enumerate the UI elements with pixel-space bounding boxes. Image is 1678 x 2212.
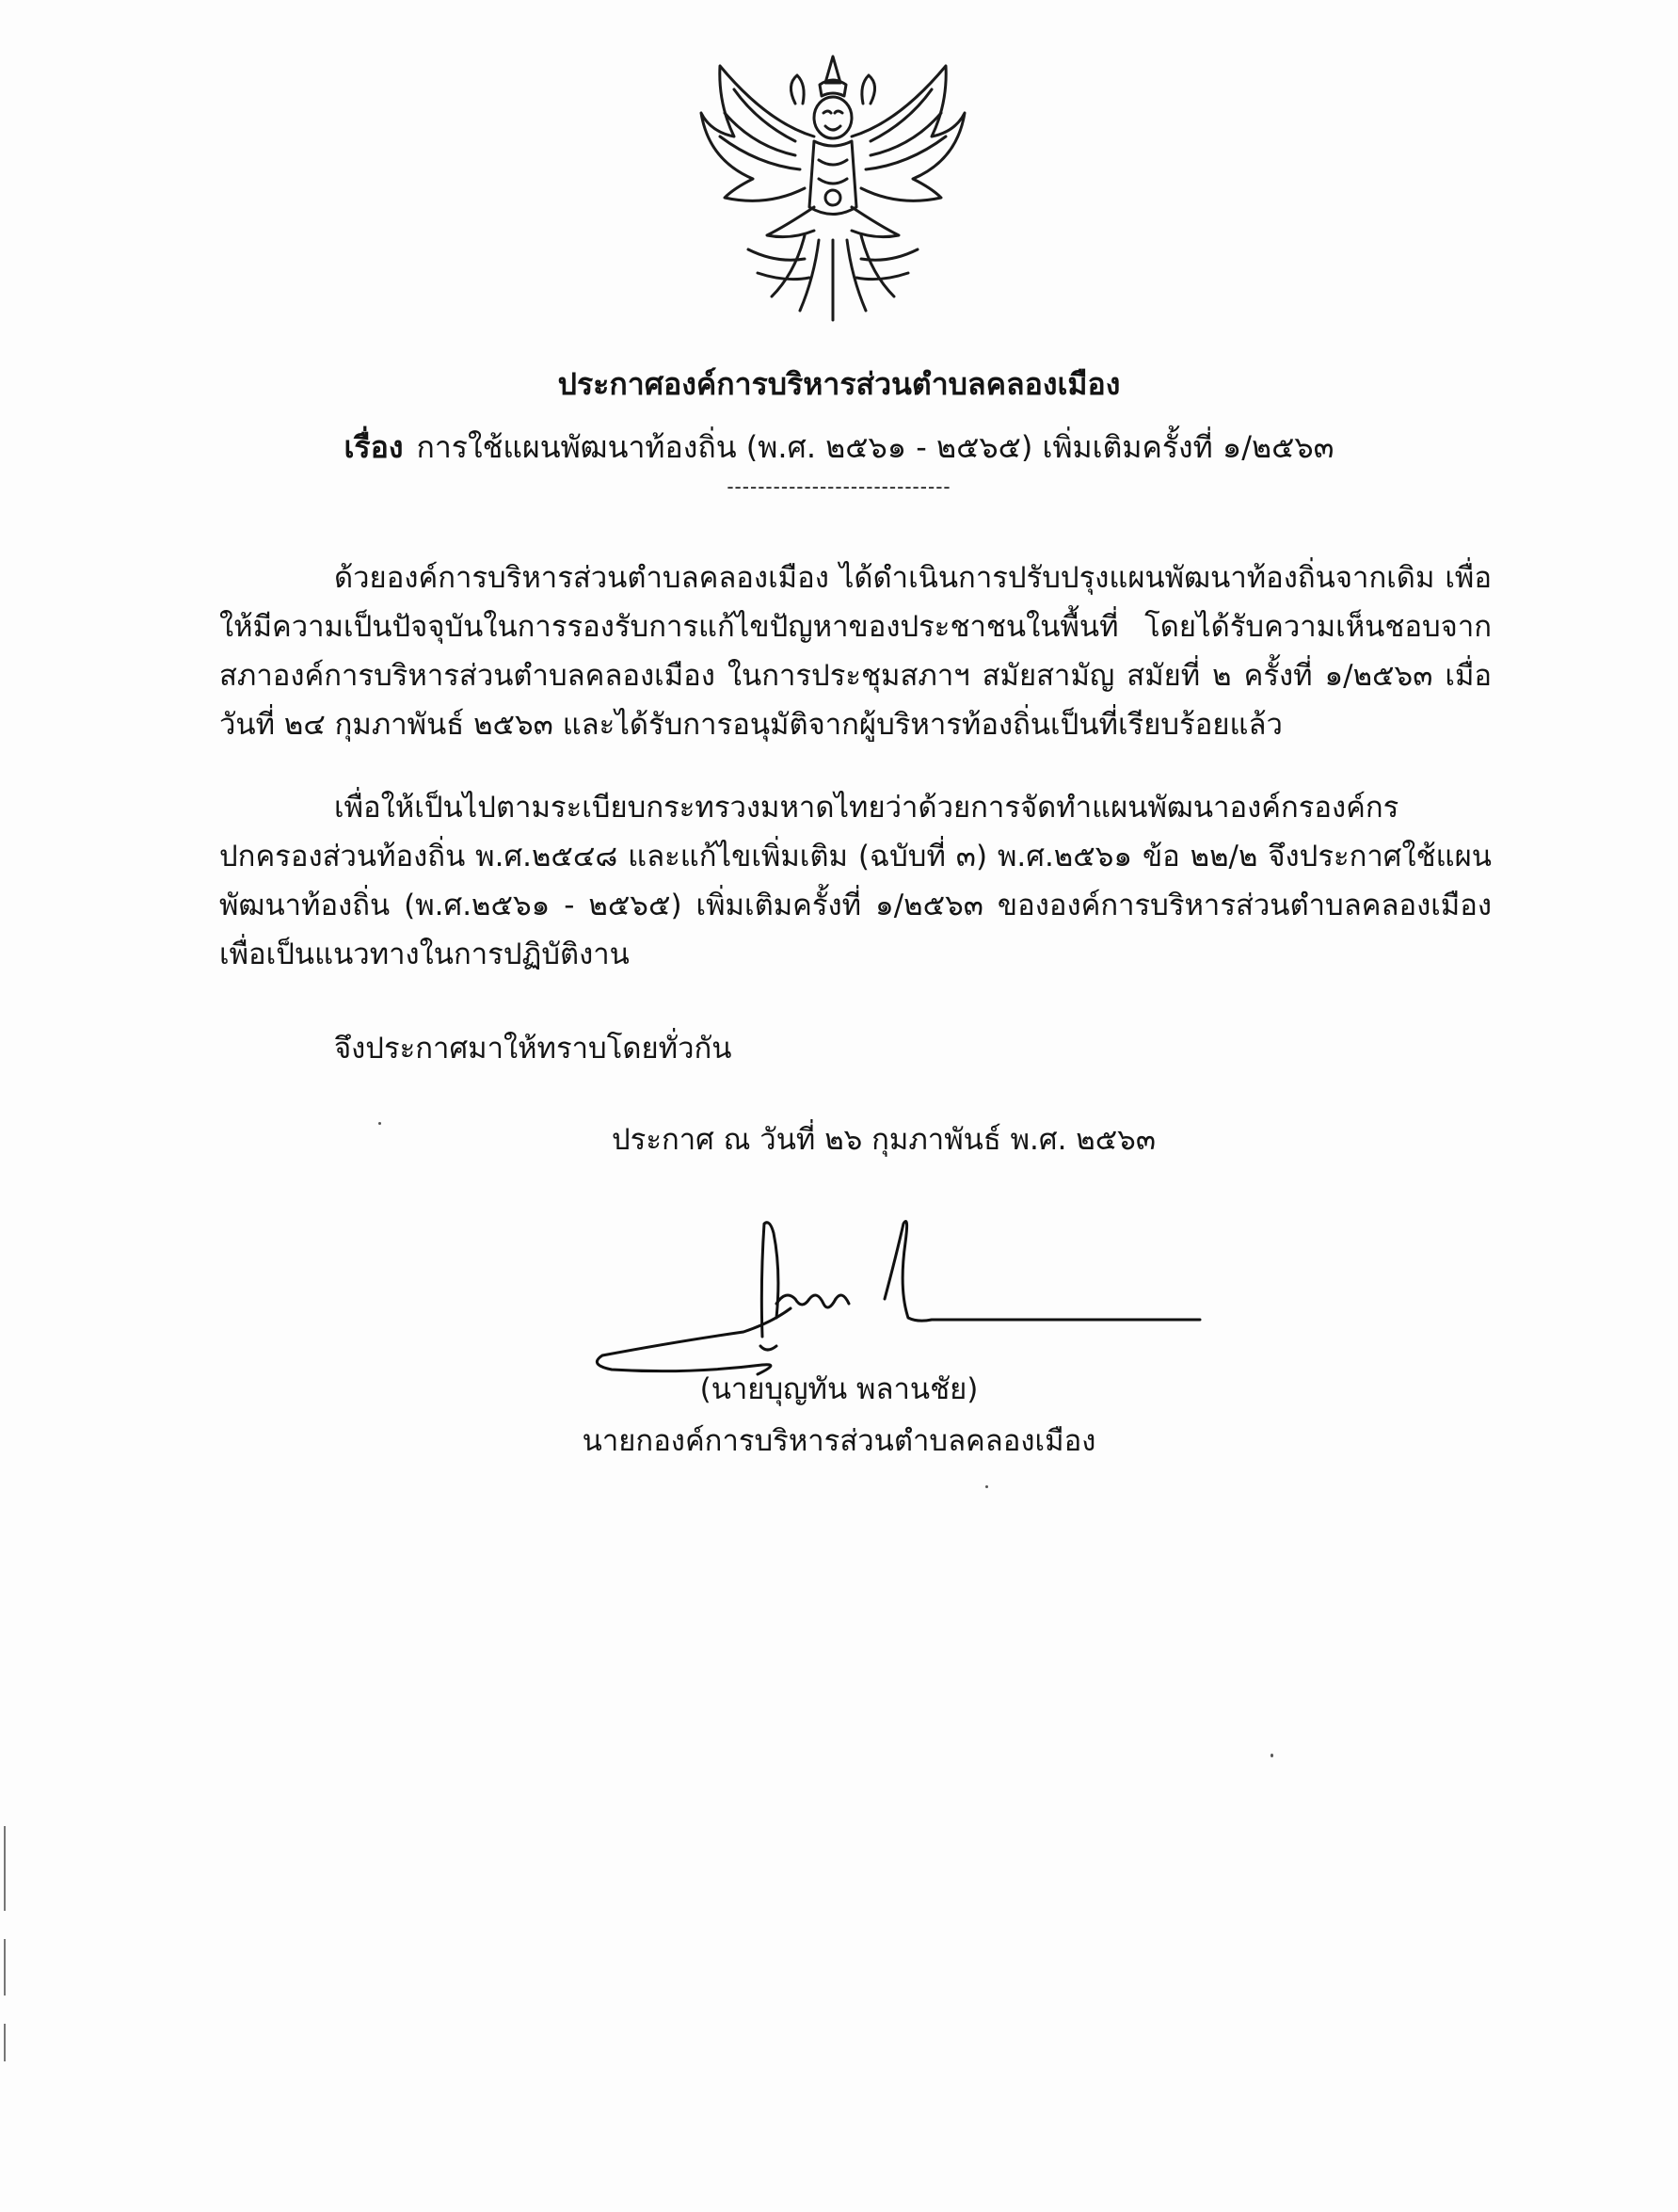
announcement-title: ประกาศองค์การบริหารส่วนตำบลคลองเมือง <box>557 366 1121 402</box>
garuda-emblem-icon <box>682 47 983 329</box>
separator-line: ----------------------------- <box>727 475 951 498</box>
subject-text: การใช้แผนพัฒนาท้องถิ่น (พ.ศ. ๒๕๖๑ - ๒๕๖๕) เพิ่มเติมครั้งที่ ๑/๒๕๖๓ <box>416 429 1334 465</box>
scan-speck <box>378 1122 381 1125</box>
signer-name: (นายบุญทัน พลานชัย) <box>699 1372 979 1406</box>
scan-edge-mark <box>4 1939 6 1996</box>
scan-speck <box>985 1485 988 1488</box>
body-paragraph-2: เพื่อให้เป็นไปตามระเบียบกระทรวงมหาดไทยว่าด้วยการจัดทำแผนพัฒนาองค์กรองค์กรปกครองส่วนท้องถิ่น พ.ศ.๒๕๔๘ และแก้ไขเพิ่มเติม (ฉบับที่ ๓) พ.ศ.๒๕๖๑ ข้อ ๒๒/๒ จึงประกาศใช้แผนพัฒนาท้องถิ่น (พ.ศ.๒๕๖๑ - ๒๕๖๕) เพิ่มเติมครั้งที่ ๑/๒๕๖๓ ขององค์การบริหารส่วนตำบลคลองเมือง เพื่อเป็นแนวทางในการปฏิบัติงาน <box>219 791 1492 971</box>
scan-edge-mark <box>4 2024 6 2061</box>
body-paragraph-1: ด้วยองค์การบริหารส่วนตำบลคลองเมือง ได้ดำเนินการปรับปรุงแผนพัฒนาท้องถิ่นจากเดิม เพื่อให้มีความเป็นปัจจุบันในการรองรับการแก้ไขปัญหาของประชาชนในพื้นที่ โดยได้รับความเห็นชอบจากสภาองค์การบริหารส่วนตำบลคลองเมือง ในการประชุมสภาฯ สมัยสามัญ สมัยที่ ๒ ครั้งที่ ๑/๒๕๖๓ เมื่อวันที่ ๒๔ กุมภาพันธ์ ๒๕๖๓ และได้รับการอนุมัติจากผู้บริหารท้องถิ่นเป็นที่เรียบร้อยแล้ว <box>219 561 1492 742</box>
subject-label: เรื่อง <box>344 429 404 465</box>
announcement-subject <box>0 424 1678 472</box>
signer-title: นายกองค์การบริหารส่วนตำบลคลองเมือง <box>582 1424 1096 1458</box>
scan-speck <box>1270 1754 1273 1757</box>
scan-edge-mark <box>4 1826 6 1911</box>
body-paragraph-3: จึงประกาศมาให้ทราบโดยทั่วกัน <box>334 1032 732 1066</box>
announcement-date: ประกาศ ณ วันที่ ๒๖ กุมภาพันธ์ พ.ศ. ๒๕๖๓ <box>612 1123 1157 1157</box>
